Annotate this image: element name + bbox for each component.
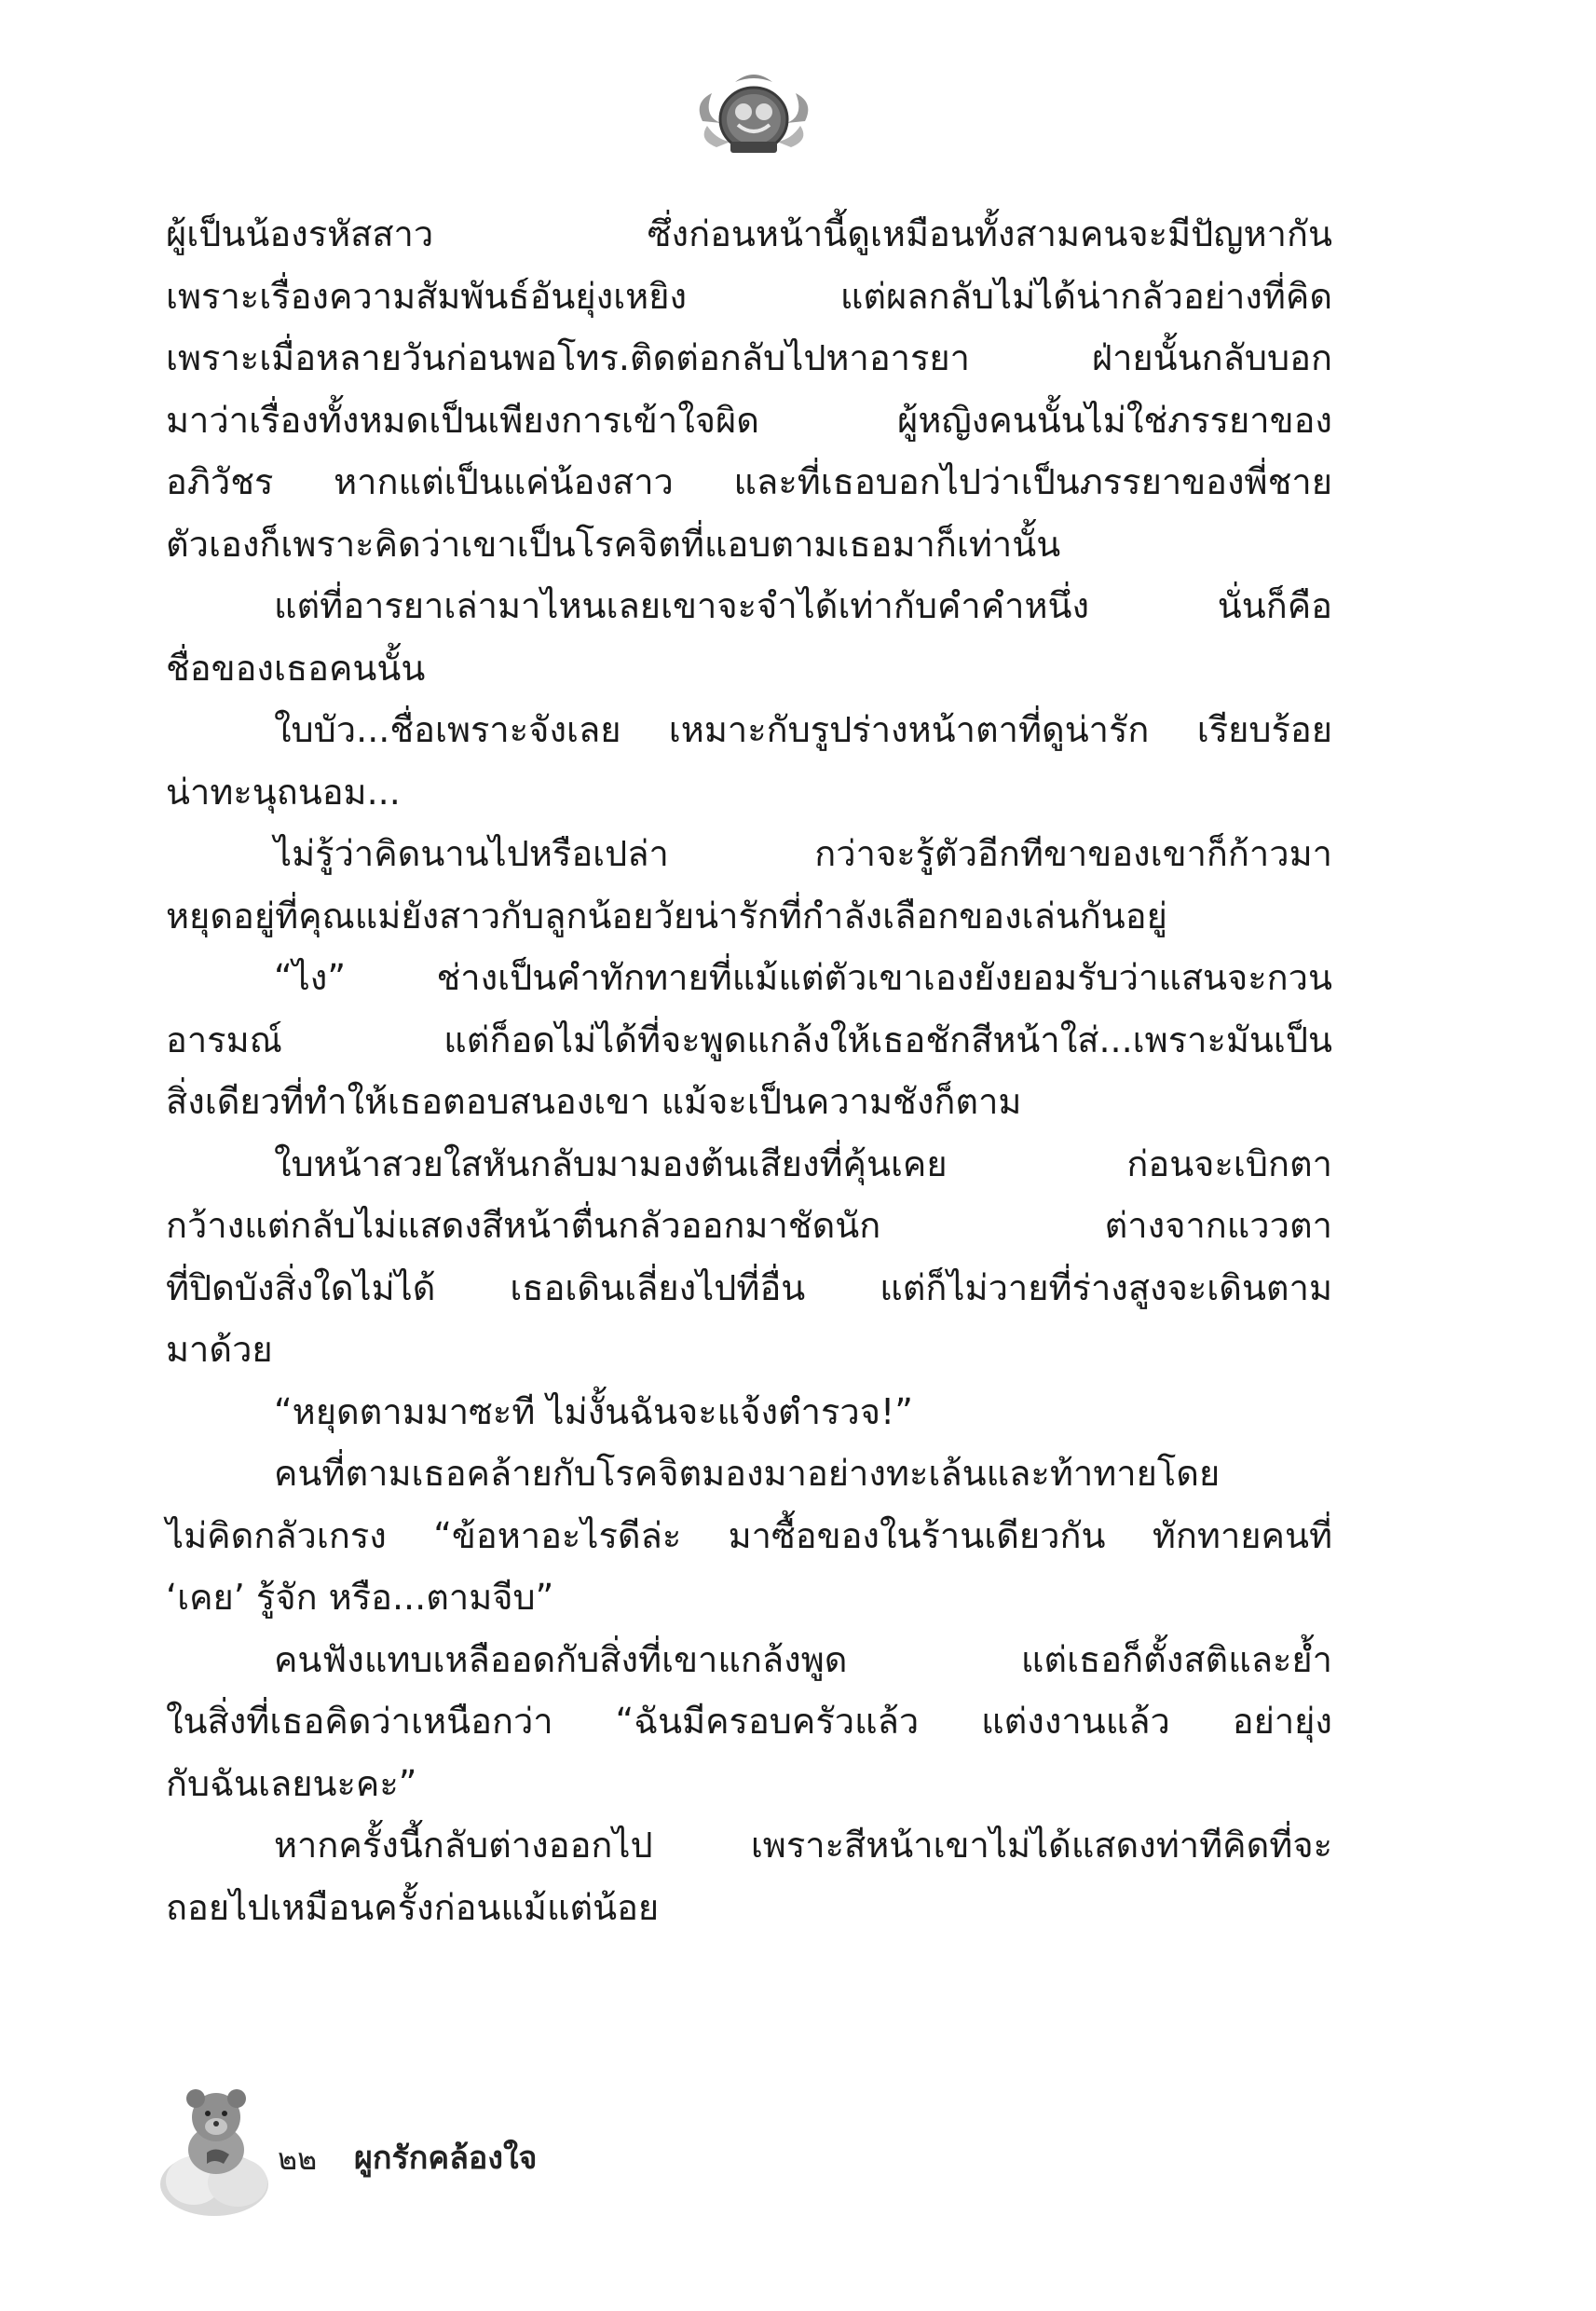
text-line: ผู้เป็นน้องรหัสสาว ซึ่งก่อนหน้านี้ดูเหมือนทั้งสามคนจะมีปัญหากัน: [166, 213, 1332, 254]
text-line: มาว่าเรื่องทั้งหมดเป็นเพียงการเข้าใจผิด ผู้หญิงคนนั้นไม่ใช่ภรรยาของ: [166, 399, 1332, 441]
publisher-emblem-icon: [693, 65, 814, 168]
text-line: กว้างแต่กลับไม่แสดงสีหน้าตื่นกลัวออกมาชัดนัก ต่างจากแววตา: [166, 1205, 1332, 1246]
text-line: หยุดอยู่ที่คุณแม่ยังสาวกับลูกน้อยวัยน่ารักที่กำลังเลือกของเล่นกันอยู่: [166, 895, 1167, 937]
text-line: อารมณ์ แต่ก็อดไม่ได้ที่จะพูดแกล้งให้เธอชักสีหน้าใส่...เพราะมันเป็น: [166, 1019, 1332, 1060]
text-line: คนที่ตามเธอคล้ายกับโรคจิตมองมาอย่างทะเล้นและท้าทายโดย: [274, 1453, 1221, 1494]
teddy-bear-icon: [149, 2080, 289, 2220]
book-title: ผูกรักคล้องใจ: [354, 2140, 538, 2177]
text-line: ในสิ่งที่เธอคิดว่าเหนือกว่า “ฉันมีครอบครัวแล้ว แต่งงานแล้ว อย่ายุ่ง: [166, 1701, 1332, 1742]
text-line: ไม่รู้ว่าคิดนานไปหรือเปล่า กว่าจะรู้ตัวอีกทีขาของเขาก็ก้าวมา: [274, 833, 1332, 874]
text-line: ถอยไปเหมือนครั้งก่อนแม้แต่น้อย: [166, 1886, 660, 1928]
text-line: แต่ที่อารยาเล่ามาไหนเลยเขาจะจำได้เท่ากับคำคำหนึ่ง นั่นก็คือ: [274, 585, 1332, 626]
text-line: ไม่คิดกลัวเกรง “ข้อหาอะไรดีล่ะ มาซื้อของในร้านเดียวกัน ทักทายคนที่: [166, 1514, 1332, 1556]
text-line: “หยุดตามมาซะที ไม่งั้นฉันจะแจ้งตำรวจ!”: [274, 1390, 913, 1432]
text-line: คนฟังแทบเหลืออดกับสิ่งที่เขาแกล้งพูด แต่เธอก็ตั้งสติและย้ำ: [274, 1638, 1332, 1680]
page-body-text: [166, 203, 1332, 1938]
text-line: น่าทะนุถนอม...: [166, 771, 401, 813]
page-footer: [149, 2080, 801, 2201]
text-line: ชื่อของเธอคนนั้น: [166, 647, 426, 689]
text-line: ที่ปิดบังสิ่งใดไม่ได้ เธอเดินเลี่ยงไปที่อื่น แต่ก็ไม่วายที่ร่างสูงจะเดินตาม: [166, 1266, 1332, 1308]
text-line: สิ่งเดียวที่ทำให้เธอตอบสนองเขา แม้จะเป็นความชังก็ตาม: [166, 1081, 1022, 1122]
text-line: ใบหน้าสวยใสหันกลับมามองต้นเสียงที่คุ้นเคย ก่อนจะเบิกตา: [274, 1142, 1332, 1184]
text-line: “ไง” ช่างเป็นคำทักทายที่แม้แต่ตัวเขาเองยังยอมรับว่าแสนจะกวน: [274, 957, 1332, 998]
text-line: ตัวเองก็เพราะคิดว่าเขาเป็นโรคจิตที่แอบตามเธอมาก็เท่านั้น: [166, 523, 1061, 565]
text-line: หากครั้งนี้กลับต่างออกไป เพราะสีหน้าเขาไม่ได้แสดงท่าทีคิดที่จะ: [274, 1825, 1332, 1866]
text-line: ใบบัว...ชื่อเพราะจังเลย เหมาะกับรูปร่างหน้าตาที่ดูน่ารัก เรียบร้อย: [274, 709, 1332, 750]
text-line: ‘เคย’ รู้จัก หรือ...ตามจีบ”: [166, 1577, 554, 1618]
page-number: ๒๒: [278, 2141, 318, 2177]
text-line: เพราะเรื่องความสัมพันธ์อันยุ่งเหยิง แต่ผลกลับไม่ได้น่ากลัวอย่างที่คิด: [166, 275, 1332, 317]
text-line: มาด้วย: [166, 1329, 273, 1370]
text-line: กับฉันเลยนะคะ”: [166, 1762, 417, 1804]
text-line: อภิวัชร หากแต่เป็นแค่น้องสาว และที่เธอบอกไปว่าเป็นภรรยาของพี่ชาย: [166, 461, 1332, 502]
text-line: เพราะเมื่อหลายวันก่อนพอโทร.ติดต่อกลับไปหาอารยา ฝ่ายนั้นกลับบอก: [166, 337, 1332, 378]
